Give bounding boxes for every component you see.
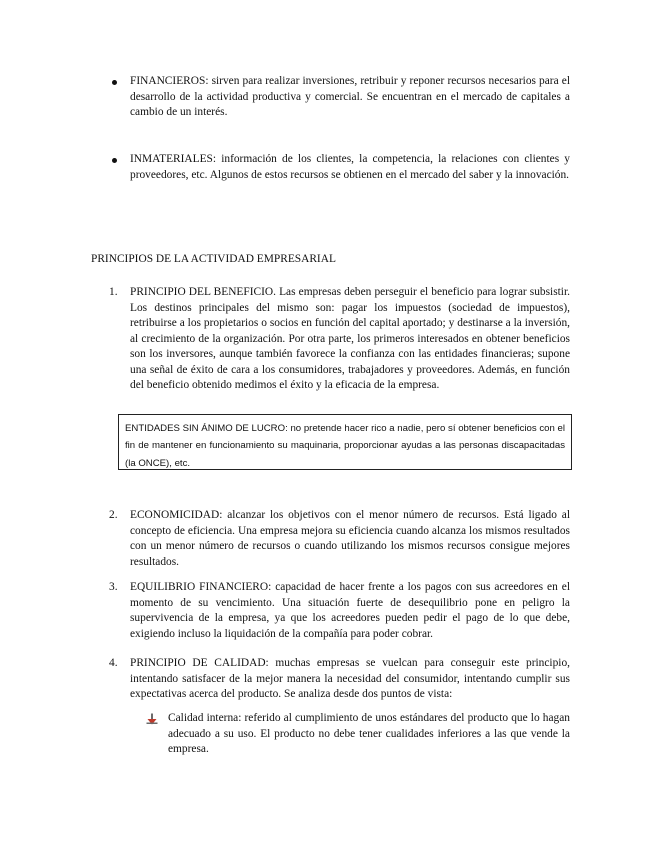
list-number: 2. <box>109 509 118 521</box>
principle-equilibrio-financiero: EQUILIBRIO FINANCIERO: capacidad de hacer frente a los pagos con sus acreedores en el momento de su vencimiento. Una situación fuerte de desequilibrio pone en peligro la supervivencia de la empresa, ya que los acreedores pueden pedir el pago de lo que debe, exigiendo incluso la liquidación de la compañía para poder cobrar. <box>130 581 570 640</box>
bullet-inmateriales: INMATERIALES: información de los clientes, la competencia, la relaciones con clientes y proveedores, etc. Algunos de estos recursos se obtienen en el mercado del saber y la innovación. <box>130 153 570 181</box>
principle-economicidad: ECONOMICIDAD: alcanzar los objetivos con el menor número de recursos. Está ligado al concepto de eficiencia. Una empresa mejora su eficiencia cuando alcanza los mismos resultados con un menor número de recursos o cuando utilizando los mismos recursos consigue mejores resultados. <box>130 509 570 568</box>
list-number: 1. <box>109 286 118 298</box>
principle-beneficio: PRINCIPIO DEL BENEFICIO. Las empresas deben perseguir el beneficio para lograr subsistir. Los destinos principales del mismo son: pagar los impuestos (sociedad de impuestos), retribuirse a los propietarios o socios en función del capital aportado; y destinarse a la inversión, al crecimiento de la organización. Por otra parte, los primeros interesados en obtener beneficios son los inversores, aunque también favorece la confianza con las entidades financieras; supone una señal de éxito de cara a los consumidores, trabajadores y proveedores. Además, en función del beneficio obtenido medimos el éxito y la eficacia de la empresa. <box>130 286 570 391</box>
list-number: 4. <box>109 657 118 669</box>
bullet-dot <box>112 158 117 163</box>
section-heading: PRINCIPIOS DE LA ACTIVIDAD EMPRESARIAL <box>91 253 336 265</box>
bullet-dot <box>112 80 117 85</box>
sub-bullet-calidad-interna: Calidad interna: referido al cumplimiento de unos estándares del producto que lo hagan adecuado a su uso. El producto no debe tener cualidades inferiores a las que vende la empresa. <box>168 712 570 755</box>
note-box <box>118 414 572 470</box>
bullet-financieros: FINANCIEROS: sirven para realizar inversiones, retribuir y reponer recursos necesarios para el desarrollo de la actividad productiva y comercial. Se encuentran en el mercado de capitales a cambio de un interés. <box>130 75 570 118</box>
arrow-bullet-icon <box>146 713 158 725</box>
note-box-text: ENTIDADES SIN ÁNIMO DE LUCRO: no pretende hacer rico a nadie, pero sí obtener beneficios con el fin de mantener en funcionamiento su maquinaria, proporcionar ayudas a las personas discapacitadas (la ONCE), etc. <box>125 423 565 469</box>
list-number: 3. <box>109 581 118 593</box>
principle-calidad: PRINCIPIO DE CALIDAD: muchas empresas se vuelcan para conseguir este principio, intentando satisfacer de la mejor manera la necesidad del consumidor, intentando cumplir sus expectativas acerca del producto. Se analiza desde dos puntos de vista: <box>130 657 570 700</box>
